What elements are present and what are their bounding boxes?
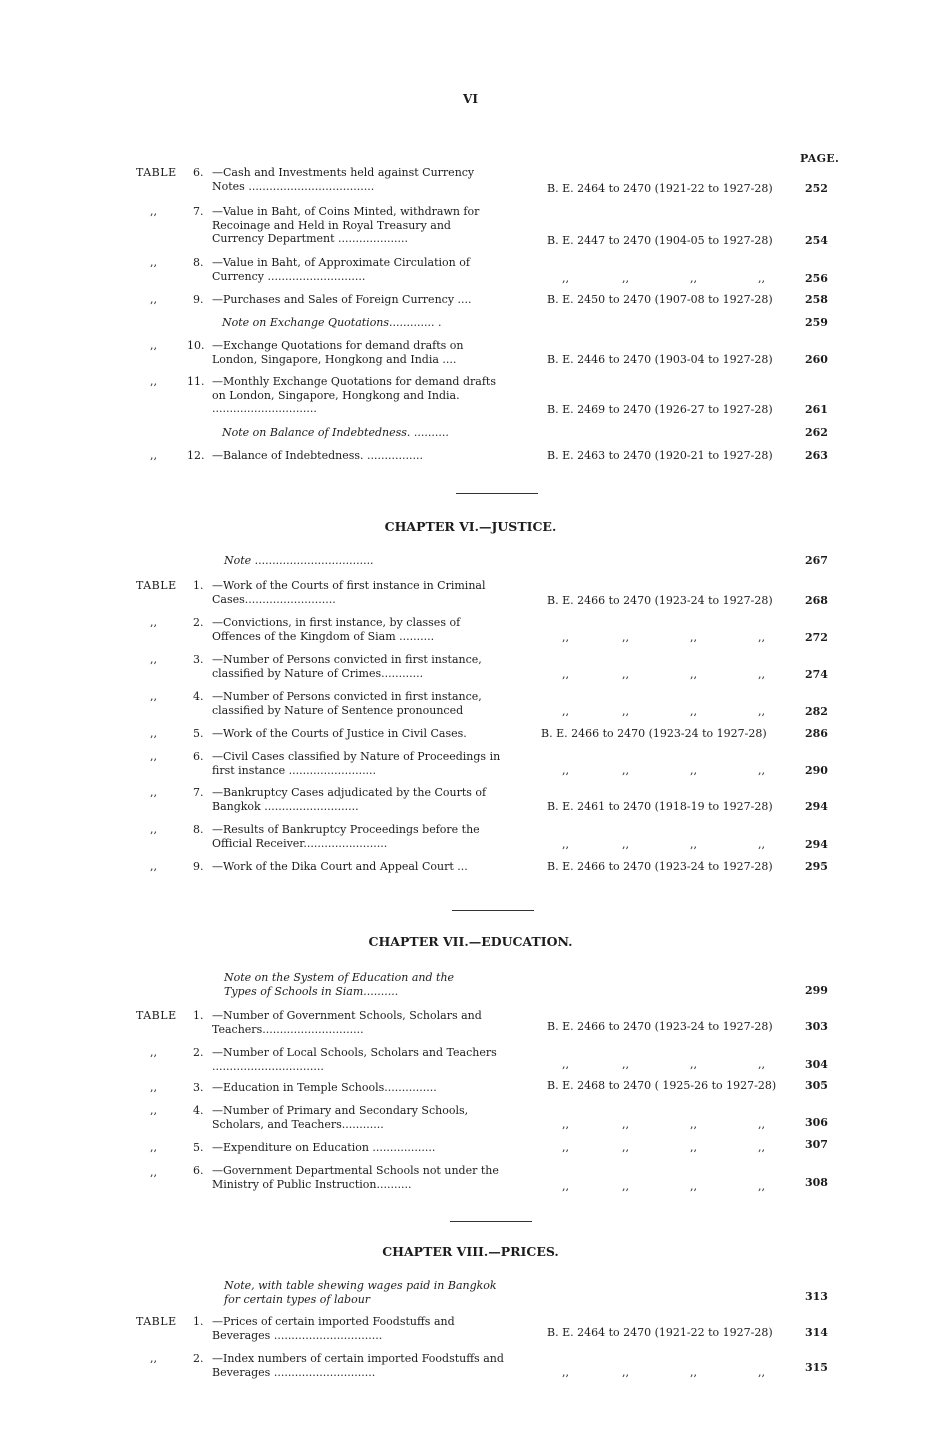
page-number: 262 — [805, 426, 828, 439]
table-number: 5. — [193, 727, 204, 740]
page-number: 252 — [805, 182, 828, 195]
ditto-mark: ,, — [622, 764, 629, 777]
ditto-mark: ,, — [562, 764, 569, 777]
ditto-mark: ,, — [150, 823, 157, 836]
ditto-mark: ,, — [758, 1180, 765, 1193]
page-number: 256 — [805, 272, 828, 285]
table-number: 9. — [193, 293, 204, 306]
ditto-mark: ,, — [150, 205, 157, 218]
note-entry: Note, with table shewing wages paid in Bangkok for certain types of labour — [224, 1279, 497, 1306]
table-number: 4. — [193, 690, 204, 703]
ditto-mark: ,, — [758, 705, 765, 718]
page-number: 303 — [805, 1020, 828, 1033]
table-number: 1. — [193, 1009, 204, 1022]
page-number: 315 — [805, 1361, 828, 1374]
note-entry: Note on Balance of Indebtedness. .......... — [222, 426, 449, 439]
ditto-mark: ,, — [758, 272, 765, 285]
ditto-mark: ,, — [758, 764, 765, 777]
ditto-mark: ,, — [622, 1180, 629, 1193]
ditto-mark: ,, — [622, 1366, 629, 1379]
table-number: 2. — [193, 1352, 204, 1365]
ditto-mark: ,, — [562, 1366, 569, 1379]
table-number: 6. — [193, 1164, 204, 1177]
ditto-mark: ,, — [622, 631, 629, 644]
table-description: —Index numbers of certain imported Foodstuffs and Beverages ............................. — [212, 1352, 504, 1379]
table-number: 7. — [193, 786, 204, 799]
table-description: —Work of the Courts of first instance in Criminal Cases.......................... — [212, 579, 486, 606]
ditto-mark: ,, — [562, 1141, 569, 1154]
ditto-mark: ,, — [150, 1081, 157, 1094]
ditto-mark: ,, — [622, 838, 629, 851]
page-number: 307 — [805, 1138, 828, 1151]
page-number: 274 — [805, 668, 828, 681]
ditto-mark: ,, — [150, 786, 157, 799]
table-number: 6. — [193, 750, 204, 763]
ditto-mark: ,, — [150, 1046, 157, 1059]
period-range: B. E. 2447 to 2470 (1904-05 to 1927-28) — [547, 234, 773, 247]
ditto-mark: ,, — [562, 1180, 569, 1193]
ditto-mark: ,, — [690, 764, 697, 777]
table-number: 6. — [193, 166, 204, 179]
table-number: 5. — [193, 1141, 204, 1154]
ditto-mark: ,, — [690, 1118, 697, 1131]
table-description: —Number of Government Schools, Scholars and Teachers............................. — [212, 1009, 482, 1036]
period-range: B. E. 2469 to 2470 (1926-27 to 1927-28) — [547, 403, 773, 416]
page-number: 261 — [805, 403, 828, 416]
page-number: 299 — [805, 984, 828, 997]
table-number: 9. — [193, 860, 204, 873]
ditto-mark: ,, — [150, 860, 157, 873]
note-entry: Note on the System of Education and the Types of Schools in Siam.......... — [224, 971, 455, 998]
page-number: 294 — [805, 800, 828, 813]
table-number: 7. — [193, 205, 204, 218]
ditto-mark: ,, — [622, 1118, 629, 1131]
ditto-mark: ,, — [562, 1058, 569, 1071]
page-number: 305 — [805, 1079, 828, 1092]
table-description: —Convictions, in first instance, by classes of Offences of the Kingdom of Siam .......... — [212, 616, 461, 643]
page-number: 260 — [805, 353, 828, 366]
page-number: 267 — [805, 554, 828, 567]
period-range: B. E. 2450 to 2470 (1907-08 to 1927-28) — [547, 293, 773, 306]
table-number: 3. — [193, 653, 204, 666]
page-number: 290 — [805, 764, 828, 777]
ditto-mark: ,, — [562, 1118, 569, 1131]
period-range: B. E. 2466 to 2470 (1923-24 to 1927-28) — [547, 860, 773, 873]
page-number: 254 — [805, 234, 828, 247]
table-label: TABLE — [136, 1315, 177, 1328]
ditto-mark: ,, — [622, 272, 629, 285]
table-number: 8. — [193, 256, 204, 269]
page-number: 308 — [805, 1176, 828, 1189]
ditto-mark: ,, — [150, 616, 157, 629]
page-number: 259 — [805, 316, 828, 329]
ditto-mark: ,, — [690, 272, 697, 285]
ditto-mark: ,, — [622, 1058, 629, 1071]
table-description: —Civil Cases classified by Nature of Proceedings in first instance ......................... — [212, 750, 501, 777]
page-number: 272 — [805, 631, 828, 644]
ditto-mark: ,, — [758, 631, 765, 644]
page-number: 306 — [805, 1116, 828, 1129]
ditto-mark: ,, — [150, 375, 157, 388]
page-number: 268 — [805, 594, 828, 607]
page-number: 294 — [805, 838, 828, 851]
chapter-heading: CHAPTER VII.—EDUCATION. — [368, 934, 573, 949]
ditto-mark: ,, — [622, 1141, 629, 1154]
period-range: B. E. 2464 to 2470 (1921-22 to 1927-28) — [547, 1326, 773, 1339]
page-folio: VI — [463, 92, 478, 106]
ditto-mark: ,, — [690, 1180, 697, 1193]
table-description: —Education in Temple Schools............... — [212, 1081, 437, 1094]
ditto-mark: ,, — [758, 668, 765, 681]
table-number: 1. — [193, 579, 204, 592]
table-description: —Value in Baht, of Coins Minted, withdrawn for Recoinage and Held in Royal Treasury and Currency Department .................... — [212, 205, 480, 245]
page-number: 295 — [805, 860, 828, 873]
table-description: —Bankruptcy Cases adjudicated by the Courts of Bangkok ........................... — [212, 786, 487, 813]
period-range: B. E. 2468 to 2470 ( 1925-26 to 1927-28) — [547, 1079, 777, 1092]
table-description: —Cash and Investments held against Currency Notes .................................... — [212, 166, 475, 193]
period-range: B. E. 2466 to 2470 (1923-24 to 1927-28) — [547, 594, 773, 607]
table-number: 1. — [193, 1315, 204, 1328]
period-range: B. E. 2461 to 2470 (1918-19 to 1927-28) — [547, 800, 773, 813]
ditto-mark: ,, — [150, 449, 157, 462]
table-description: —Exchange Quotations for demand drafts on London, Singapore, Hongkong and India .... — [212, 339, 464, 366]
period-range: B. E. 2464 to 2470 (1921-22 to 1927-28) — [547, 182, 773, 195]
ditto-mark: ,, — [758, 1366, 765, 1379]
table-number: 2. — [193, 616, 204, 629]
page-number: 304 — [805, 1058, 828, 1071]
chapter-heading: CHAPTER VIII.—PRICES. — [382, 1244, 559, 1259]
note-entry: Note .................................. — [224, 554, 374, 567]
note-entry: Note on Exchange Quotations............. . — [222, 316, 442, 329]
table-number: 2. — [193, 1046, 204, 1059]
period-range: B. E. 2466 to 2470 (1923-24 to 1927-28) — [547, 1020, 773, 1033]
ditto-mark: ,, — [150, 1166, 157, 1179]
page-number: 314 — [805, 1326, 828, 1339]
ditto-mark: ,, — [622, 705, 629, 718]
ditto-mark: ,, — [690, 1058, 697, 1071]
page-number: 286 — [805, 727, 828, 740]
table-description: —Value in Baht, of Approximate Circulation of Currency ............................ — [212, 256, 470, 283]
table-description: —Number of Persons convicted in first instance, classified by Nature of Crimes............ — [212, 653, 482, 680]
table-description: —Balance of Indebtedness. ................ — [212, 449, 423, 462]
ditto-mark: ,, — [562, 631, 569, 644]
page-number: 263 — [805, 449, 828, 462]
table-description: —Expenditure on Education .................. — [212, 1141, 436, 1154]
ditto-mark: ,, — [690, 668, 697, 681]
section-divider — [450, 1221, 532, 1222]
page-number: 313 — [805, 1290, 828, 1303]
ditto-mark: ,, — [150, 293, 157, 306]
ditto-mark: ,, — [690, 705, 697, 718]
period-range: B. E. 2463 to 2470 (1920-21 to 1927-28) — [547, 449, 773, 462]
table-label: TABLE — [136, 1009, 177, 1022]
ditto-mark: ,, — [562, 668, 569, 681]
table-number: 10. — [187, 339, 205, 352]
table-label: TABLE — [136, 166, 177, 179]
chapter-heading: CHAPTER VI.—JUSTICE. — [384, 519, 557, 534]
ditto-mark: ,, — [150, 339, 157, 352]
table-description: —Number of Local Schools, Scholars and Teachers ................................ — [212, 1046, 497, 1073]
ditto-mark: ,, — [622, 668, 629, 681]
ditto-mark: ,, — [150, 653, 157, 666]
page-column-header: PAGE. — [800, 152, 840, 165]
table-description: —Number of Primary and Secondary Schools, Scholars, and Teachers............ — [212, 1104, 469, 1131]
ditto-mark: ,, — [150, 1104, 157, 1117]
period-range: B. E. 2446 to 2470 (1903-04 to 1927-28) — [547, 353, 773, 366]
ditto-mark: ,, — [150, 727, 157, 740]
table-number: 4. — [193, 1104, 204, 1117]
ditto-mark: ,, — [562, 272, 569, 285]
ditto-mark: ,, — [150, 690, 157, 703]
ditto-mark: ,, — [690, 1141, 697, 1154]
period-range: B. E. 2466 to 2470 (1923-24 to 1927-28) — [541, 727, 767, 740]
ditto-mark: ,, — [690, 1366, 697, 1379]
ditto-mark: ,, — [150, 750, 157, 763]
ditto-mark: ,, — [690, 838, 697, 851]
ditto-mark: ,, — [758, 1141, 765, 1154]
table-description: —Government Departmental Schools not under the Ministry of Public Instruction.......... — [212, 1164, 499, 1191]
ditto-mark: ,, — [562, 838, 569, 851]
table-description: —Purchases and Sales of Foreign Currency .... — [212, 293, 472, 306]
table-number: 12. — [187, 449, 205, 462]
page-number: 258 — [805, 293, 828, 306]
table-description: —Number of Persons convicted in first instance, classified by Nature of Sentence pronounced — [212, 690, 482, 717]
table-number: 11. — [187, 375, 205, 388]
table-description: —Results of Bankruptcy Proceedings before the Official Receiver........................ — [212, 823, 480, 850]
ditto-mark: ,, — [150, 1352, 157, 1365]
ditto-mark: ,, — [758, 1118, 765, 1131]
ditto-mark: ,, — [758, 1058, 765, 1071]
page-number: 282 — [805, 705, 828, 718]
table-number: 3. — [193, 1081, 204, 1094]
table-description: —Prices of certain imported Foodstuffs and Beverages ............................... — [212, 1315, 455, 1342]
ditto-mark: ,, — [150, 256, 157, 269]
ditto-mark: ,, — [562, 705, 569, 718]
ditto-mark: ,, — [758, 838, 765, 851]
table-number: 8. — [193, 823, 204, 836]
table-description: —Work of the Courts of Justice in Civil Cases. — [212, 727, 467, 740]
table-label: TABLE — [136, 579, 177, 592]
ditto-mark: ,, — [690, 631, 697, 644]
table-description: —Monthly Exchange Quotations for demand drafts on London, Singapore, Hongkong and India. .............................. — [212, 375, 496, 415]
section-divider — [456, 493, 538, 494]
section-divider — [452, 910, 534, 911]
ditto-mark: ,, — [150, 1141, 157, 1154]
table-description: —Work of the Dika Court and Appeal Court ... — [212, 860, 468, 873]
